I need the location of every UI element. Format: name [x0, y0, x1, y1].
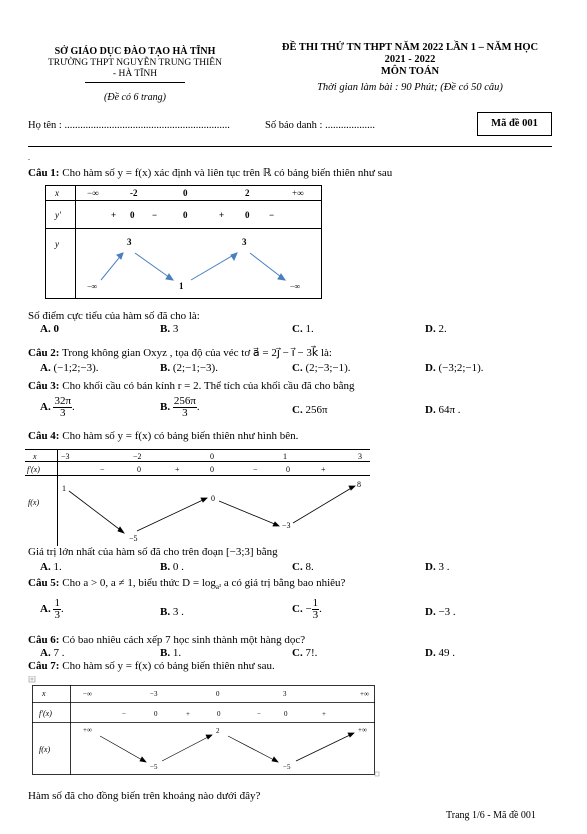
option-a[interactable]: A. $\frac{32\pi}{3}$ . — [40, 395, 75, 419]
option-key: C. — [292, 647, 303, 659]
sign: − — [253, 465, 258, 474]
option-key: A. — [40, 401, 51, 414]
denominator: 3 — [182, 407, 188, 419]
y-val: −∞ — [87, 282, 98, 291]
f-val: +∞ — [83, 726, 92, 734]
option-d[interactable] — [425, 606, 456, 618]
question-text: Có bao nhiêu cách xếp 7 học sinh thành một hàng dọc? — [62, 634, 306, 646]
sign: − — [122, 710, 126, 718]
header-divider — [28, 146, 552, 147]
option-d[interactable] — [425, 323, 447, 335]
sign: + — [175, 465, 180, 474]
sign: − — [257, 710, 261, 718]
denominator: 3 — [59, 407, 66, 419]
sign: − — [152, 210, 158, 220]
question-5 — [28, 577, 345, 591]
option-key: B. — [160, 323, 171, 335]
option-c[interactable] — [292, 598, 322, 621]
table-resize-handle[interactable] — [375, 772, 379, 776]
question-1 — [28, 166, 392, 179]
log-base: a³ — [215, 583, 222, 592]
question-label: Câu 5: — [28, 577, 60, 589]
f-label: f(x) — [28, 498, 40, 507]
fraction — [53, 396, 72, 419]
option-key: D. — [425, 404, 436, 416]
f-val: 1 — [62, 484, 66, 493]
option-c[interactable] — [292, 561, 314, 573]
f-val: 2 — [216, 727, 220, 735]
name-field: Họ tên : ............................................................... — [28, 120, 230, 131]
option-key: A. — [40, 323, 51, 335]
x-label: x — [42, 689, 46, 698]
y-val: 3 — [242, 237, 247, 247]
sign: 0 — [217, 710, 221, 718]
option-b[interactable] — [160, 323, 178, 335]
sign: 0 — [130, 210, 135, 220]
question-7 — [28, 660, 275, 672]
option-key: B. — [160, 606, 171, 618]
exam-code-box: Mã đề 001 — [477, 112, 552, 136]
x-val: −2 — [133, 452, 142, 461]
option-c[interactable] — [292, 323, 314, 335]
sign: 0 — [154, 710, 158, 718]
option-b[interactable] — [160, 647, 181, 659]
question-label: Câu 1: — [28, 167, 60, 179]
school-name-2: - HÀ TĨNH — [112, 69, 158, 79]
y-val: 1 — [179, 281, 184, 291]
f-val: 8 — [357, 480, 361, 489]
f-val: 0 — [211, 494, 215, 503]
fprime-label: f′(x) — [39, 709, 52, 718]
variation-table-q1 — [45, 185, 322, 300]
option-suffix: . — [319, 603, 322, 616]
school-year: 2021 - 2022 — [384, 54, 436, 65]
x-val: −∞ — [87, 188, 99, 198]
option-value: 0 — [53, 323, 59, 335]
option-key: B. — [160, 362, 171, 374]
option-key: C. — [292, 362, 303, 374]
option-key: B. — [160, 401, 171, 414]
option-b[interactable] — [160, 561, 184, 573]
question-2 — [28, 346, 332, 359]
student-id-field: Số báo danh : ................... — [265, 120, 375, 131]
question-label: Câu 7: — [28, 660, 60, 672]
x-val: 0 — [216, 690, 220, 698]
question-label: Câu 4: — [28, 430, 60, 442]
option-key: B. — [160, 647, 171, 659]
f-val: −5 — [283, 763, 291, 771]
dept-name: SỞ GIÁO DỤC ĐÀO TẠO HÀ TĨNH — [54, 46, 216, 57]
option-value: 2. — [438, 323, 447, 335]
option-value: (2;−3;−1). — [305, 362, 351, 374]
x-val: −3 — [150, 690, 158, 698]
sign: + — [219, 210, 225, 220]
question-text: Cho hàm số y = f(x) xác định và liên tục trên ℝ có bảng biến thiên như sau — [62, 167, 393, 179]
x-val: +∞ — [360, 690, 369, 698]
option-value: 7 . — [53, 647, 65, 659]
header-underline — [85, 82, 185, 83]
x-val: -2 — [130, 188, 138, 198]
option-suffix: . — [60, 603, 64, 616]
option-a[interactable] — [40, 323, 59, 335]
sign: 0 — [137, 465, 141, 474]
option-value: 1. — [53, 561, 62, 573]
option-value: −3 . — [438, 606, 456, 618]
question-3 — [28, 380, 354, 392]
x-val: 3 — [358, 452, 362, 461]
variation-arrows — [100, 733, 354, 762]
option-value: 256π — [305, 404, 328, 416]
option-value: 3 — [172, 323, 179, 335]
x-label: x — [33, 452, 37, 461]
variation-table-q4 — [25, 449, 370, 546]
question-label: Câu 2: — [28, 347, 60, 359]
option-d[interactable] — [425, 561, 449, 573]
option-value: (−1;2;−3). — [53, 362, 99, 374]
option-c[interactable] — [292, 404, 328, 416]
x-val: 2 — [245, 188, 250, 198]
option-d[interactable] — [425, 404, 461, 416]
numerator: 1 — [54, 597, 60, 609]
page-footer: Trang 1/6 - Mã đề 001 — [446, 810, 536, 821]
sign: + — [321, 465, 326, 474]
sign: 0 — [245, 210, 250, 220]
y-val: −∞ — [290, 282, 301, 291]
f-val: +∞ — [358, 726, 367, 734]
option-value: (−3;2;−1). — [438, 362, 484, 374]
bullet-dot: . — [28, 153, 30, 162]
sign: + — [322, 710, 326, 718]
option-key: A. — [40, 561, 51, 573]
sign: 0 — [286, 465, 290, 474]
sign: − — [100, 465, 105, 474]
x-val: −3 — [61, 452, 70, 461]
variation-arrows — [101, 253, 285, 280]
y-label: y — [55, 239, 59, 249]
numerator: 256π — [173, 395, 196, 407]
denominator: 3 — [54, 609, 60, 621]
x-val: 3 — [283, 690, 287, 698]
sign: − — [269, 210, 275, 220]
question-text: Cho hàm số y = f(x) có bảng biến thiên như sau. — [62, 660, 275, 672]
subject: MÔN TOÁN — [380, 66, 440, 77]
x-val: 0 — [210, 452, 214, 461]
option-key: D. — [425, 323, 436, 335]
option-key: A. — [40, 362, 51, 374]
question-7-prompt: Hàm số đã cho đồng biến trên khoảng nào dưới đây? — [28, 790, 261, 802]
question-text: Cho khối cầu có bán kính r = 2. Thể tích của khối cầu đã cho bằng — [62, 380, 355, 392]
option-key: A. — [40, 647, 51, 659]
sign: 0 — [183, 210, 188, 220]
x-val: +∞ — [292, 188, 304, 198]
option-value: 8. — [305, 561, 314, 573]
option-prefix: − — [305, 603, 312, 616]
question-4 — [28, 430, 298, 442]
sign: 0 — [210, 465, 214, 474]
option-key: D. — [425, 647, 436, 659]
option-b[interactable]: B. $\frac{256\pi}{3}$ . — [160, 395, 200, 419]
x-label: x — [55, 188, 59, 198]
page-count: (Đề có 6 trang) — [104, 92, 166, 103]
option-d[interactable] — [425, 647, 455, 659]
question-label: Câu 3: — [28, 380, 60, 392]
option-key: B. — [160, 561, 171, 573]
option-key: C. — [292, 561, 303, 573]
option-value: 64π . — [438, 404, 461, 416]
question-text-tail: a có giá trị bằng bao nhiêu? — [221, 577, 346, 589]
option-key: D. — [425, 561, 436, 573]
option-value: 1. — [172, 647, 182, 659]
exam-time: Thời gian làm bài : 90 Phút; (Đề có 50 câu) — [317, 82, 503, 93]
option-key: C. — [292, 323, 303, 335]
option-value: (2;−1;−3). — [172, 362, 218, 374]
question-text: Trong không gian Oxyz , tọa độ của véc tơ a⃗ = 2j⃗ − i⃗ − 3k⃗ là: — [62, 347, 332, 359]
f-label: f(x) — [39, 745, 51, 754]
y-val: 3 — [127, 237, 132, 247]
option-value: 49 . — [438, 647, 455, 659]
x-val: 0 — [183, 188, 188, 198]
f-val: −5 — [150, 763, 158, 771]
option-key: D. — [425, 606, 436, 618]
option-a[interactable] — [40, 647, 64, 659]
f-val: −3 — [282, 521, 291, 530]
option-value: 3 . — [438, 561, 450, 573]
option-c[interactable] — [292, 362, 351, 374]
option-a[interactable] — [40, 598, 64, 621]
fraction — [53, 598, 61, 621]
question-text: Cho hàm số y = f(x) có bảng biến thiên như hình bên. — [62, 430, 299, 442]
option-value: 7!. — [305, 647, 318, 659]
question-1-prompt: Số điểm cực tiểu của hàm số đã cho là: — [28, 310, 200, 322]
denominator: 3 — [312, 609, 319, 621]
question-text: Cho a > 0, a ≠ 1, biểu thức D = log — [62, 577, 216, 589]
school-name: TRƯỜNG THPT NGUYỄN TRUNG THIÊN — [48, 58, 222, 68]
option-a[interactable] — [40, 362, 99, 374]
option-key: C. — [292, 404, 303, 416]
option-key: C. — [292, 603, 303, 616]
fprime-label: f′(x) — [27, 465, 40, 474]
x-val: 1 — [283, 452, 287, 461]
option-key: D. — [425, 362, 436, 374]
variation-table-q7 — [26, 676, 382, 778]
x-val: −∞ — [83, 690, 92, 698]
sign: + — [186, 710, 190, 718]
numerator: 1 — [312, 597, 319, 609]
option-value: 1. — [305, 323, 314, 335]
option-value: 3 . — [172, 606, 184, 618]
sign: + — [111, 210, 117, 220]
option-value: 0 . — [172, 561, 184, 573]
f-val: −5 — [129, 534, 138, 543]
sign: 0 — [284, 710, 288, 718]
option-d[interactable] — [425, 362, 484, 374]
yprime-label: y' — [55, 210, 61, 220]
question-label: Câu 6: — [28, 634, 60, 646]
option-c[interactable] — [292, 647, 317, 659]
exam-title: ĐỀ THI THỬ TN THPT NĂM 2022 LẦN 1 – NĂM HỌC — [281, 42, 539, 53]
question-4-prompt: Giá trị lớn nhất của hàm số đã cho trên đoạn [−3;3] bằng — [28, 546, 278, 558]
question-6 — [28, 634, 305, 646]
fraction — [173, 396, 197, 419]
option-b[interactable] — [160, 362, 218, 374]
option-key: A. — [40, 603, 51, 616]
option-b[interactable] — [160, 606, 184, 618]
option-a[interactable] — [40, 561, 62, 573]
numerator: 32π — [54, 395, 72, 407]
